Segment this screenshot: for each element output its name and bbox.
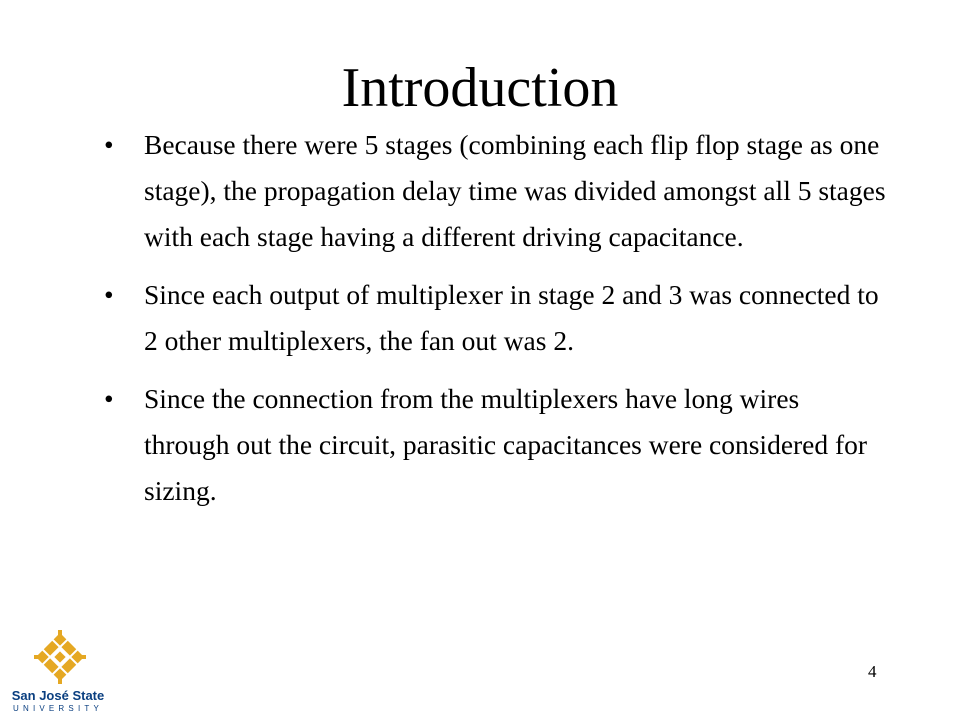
logo-wordmark: San José State (11, 688, 105, 703)
logo-subtitle: UNIVERSITY (12, 704, 103, 713)
bullet-dot: • (104, 383, 114, 414)
bullet-dot: • (104, 129, 114, 160)
slide-title: Introduction (341, 57, 619, 119)
university-logo (6, 628, 110, 718)
bullet-text: Since the connection from the multiplexers have long wires through out the circuit, parasitic capacitances were considered for sizing. (144, 383, 868, 506)
page-number: 4 (868, 662, 877, 681)
bullet-item (100, 122, 890, 260)
bullet-item (100, 376, 890, 514)
bullet-item (100, 272, 890, 364)
bullet-dot: • (104, 279, 114, 310)
sjsu-logo-icon (30, 628, 90, 686)
bullet-list (100, 122, 890, 526)
bullet-text: Because there were 5 stages (combining each flip flop stage as one stage), the propagation delay time was divided amongst all 5 stages with each stage having a different driving capacitance. (144, 129, 886, 252)
bullet-text: Since each output of multiplexer in stage 2 and 3 was connected to 2 other multiplexers, the fan out was 2. (144, 279, 879, 356)
